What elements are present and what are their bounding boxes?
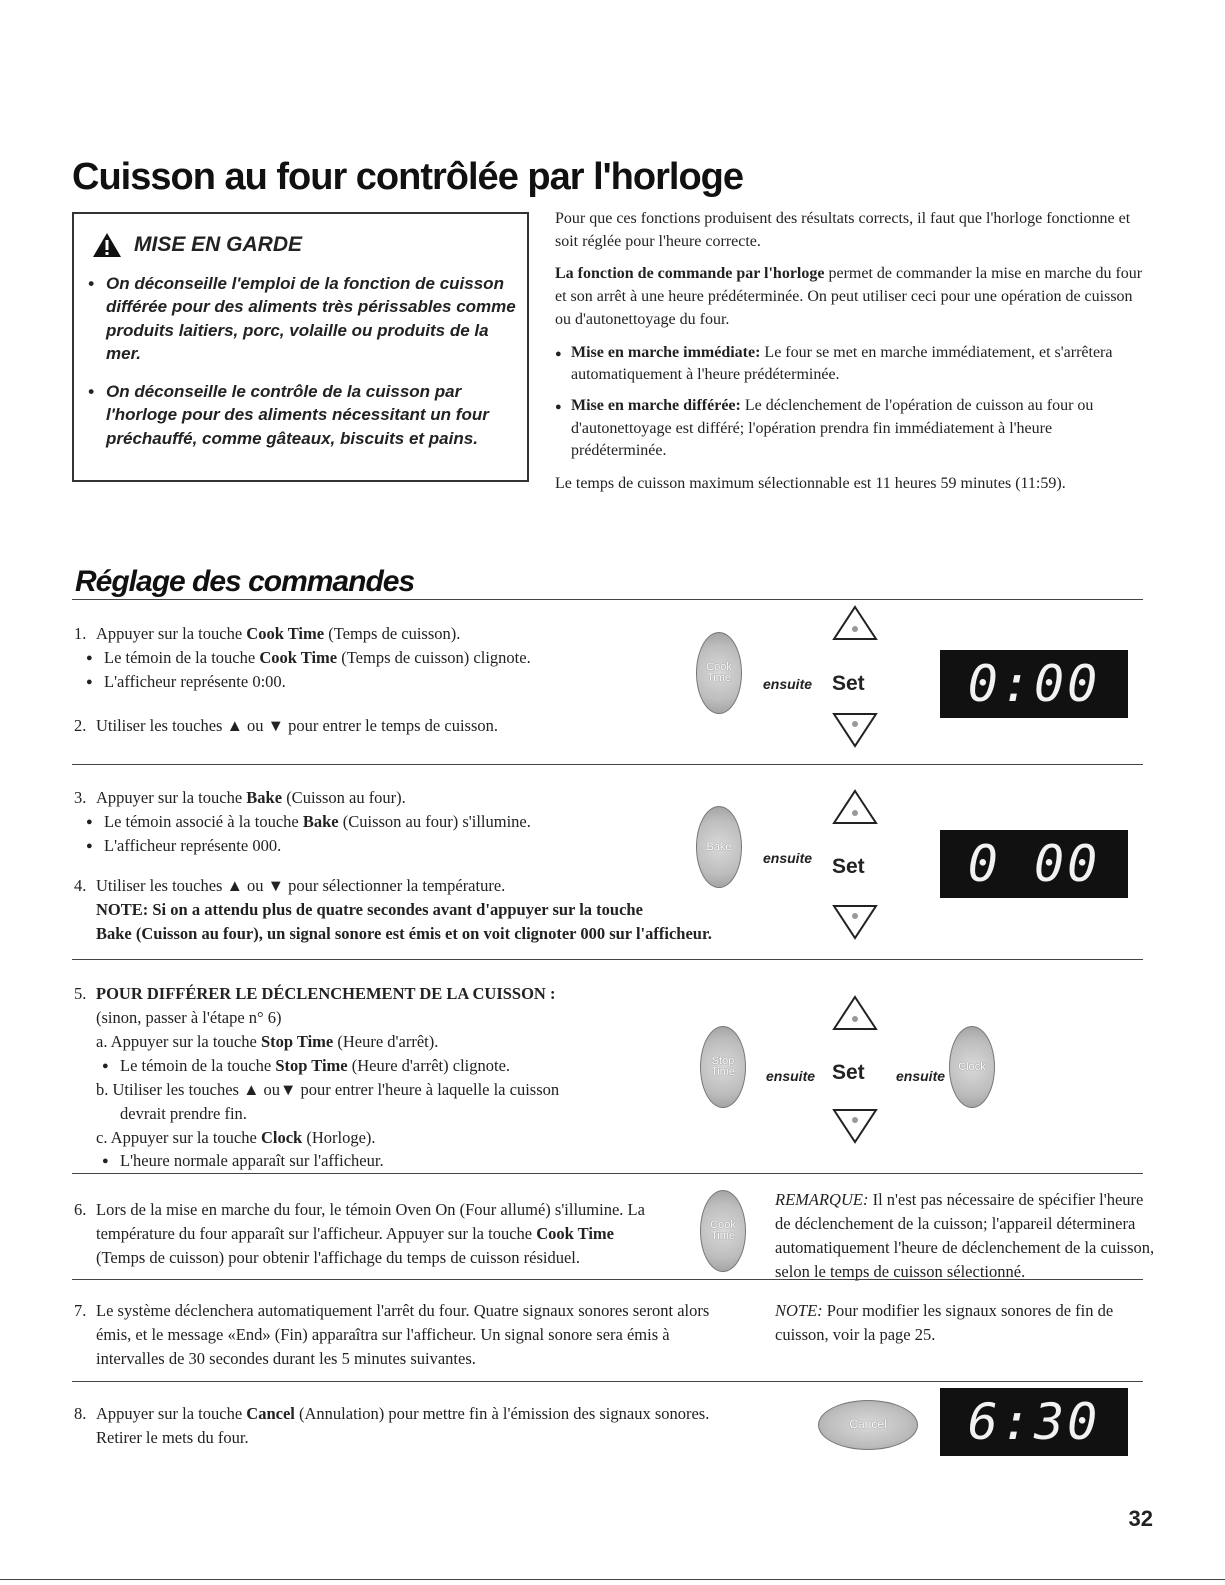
step-3 [74,786,724,858]
step-text: (Annulation) pour mettre fin à l'émission des signaux sonores. [294,1404,710,1423]
step-text: Appuyer sur la touche [96,1404,247,1423]
set-label: Set [832,672,865,695]
intro-list [555,342,1145,464]
step-4 [74,874,774,946]
lcd-display: 6:30 [940,1388,1128,1456]
step-substep: b. Utiliser les touches ▲ ou▼ pour entrer l'heure à laquelle la cuisson [96,1079,560,1099]
cancel-button[interactable] [818,1400,918,1450]
cook-time-button[interactable] [700,1190,746,1272]
divider [72,1173,1143,1174]
step-text-line: émis, et le message «End» (Fin) apparaîtra sur l'afficheur. Un signal sonore sera émis à [96,1324,670,1344]
step-substep-cont: devrait prendre fin. [120,1103,247,1123]
step-text: (Temps de cuisson). [324,624,461,643]
divider [72,764,1143,765]
step-2 [74,714,694,738]
intro-text-run: Le four se met en marche immédiatement, et s'arrêtera automatiquement à l'heure prédéterminée. [571,343,1113,384]
step-text: (Cuisson au four). [282,788,406,807]
page-number: 32 [1128,1506,1153,1531]
note-label: NOTE: [775,1301,823,1320]
button-label: Clock [958,1060,986,1073]
intro-list-item [555,342,1145,387]
ensuite-label: ensuite [896,1068,946,1084]
intro-bold: La fonction de commande par l'horloge [555,265,825,283]
set-label: Set [832,855,865,878]
step-bullet [74,646,694,670]
step-text: (Heure d'arrêt). [333,1031,439,1051]
step-number: 5. [74,984,87,1003]
arrow-up-icon[interactable] [832,789,878,825]
intro-bold: Mise en marche différée: [571,397,741,415]
warning-triangle-icon [92,232,122,258]
arrow-up-icon[interactable] [832,995,878,1031]
page-title: Cuisson au four contrôlée par l'horloge [72,156,743,198]
remark-label: REMARQUE: [775,1190,869,1209]
step-subtext: (sinon, passer à l'étape n° 6) [96,1007,282,1027]
intro-text [555,208,1145,506]
step-text-line: (Temps de cuisson) pour obtenir l'affichage du temps de cuisson résiduel. [96,1247,581,1267]
step-1 [74,622,694,694]
button-label: Cancel [849,1417,887,1432]
step-bold: Bake [302,811,339,831]
step-text: Appuyer sur la touche [96,788,247,807]
stop-time-button[interactable] [700,1026,746,1108]
step-number: 8. [74,1404,87,1423]
step-number: 7. [74,1301,87,1320]
step-note: Bake (Cuisson au four), un signal sonore est émis et on voit clignoter 000 sur l'afficheur. [96,923,712,943]
bottom-rule [0,1579,1225,1580]
note-body: Pour modifier les signaux sonores de fin de cuisson, voir la page 25. [775,1301,1114,1344]
step-text: (Heure d'arrêt) clignote. [347,1055,511,1075]
divider [72,1381,1143,1382]
ensuite-label: ensuite [763,850,813,866]
note-text [775,1299,1160,1347]
button-label: Cook Time [706,661,732,684]
step-bold: Cook Time [536,1223,614,1243]
remark-note [775,1188,1160,1284]
step-bold: Cook Time [259,647,338,667]
intro-list-item [555,395,1145,463]
step-text: (Temps de cuisson) clignote. [337,647,531,667]
lcd-display: 0 00 [940,830,1128,898]
step-text: Le témoin de la touche [104,647,260,667]
step-bold: Cook Time [246,624,325,643]
set-label: Set [832,1061,865,1084]
step-text: a. Appuyer sur la touche [96,1031,261,1051]
step-bullet [74,810,724,834]
step-bold: Cancel [246,1404,295,1423]
bake-button[interactable] [696,806,742,888]
warning-list [86,272,520,464]
step-substep [74,1126,714,1150]
arrow-up-icon[interactable] [832,605,878,641]
step-text: (Cuisson au four) s'illumine. [338,811,531,831]
step-bold: Stop Time [275,1055,348,1075]
ensuite-label: ensuite [766,1068,816,1084]
step-text: Lors de la mise en marche du four, le témoin Oven On (Four allumé) s'illumine. La [96,1200,645,1219]
arrow-down-icon[interactable] [832,1108,878,1144]
step-number: 6. [74,1200,87,1219]
warning-heading [92,230,302,260]
divider [72,959,1143,960]
step-text: Le témoin associé à la touche [104,811,303,831]
divider [72,1279,1143,1280]
step-bold: Clock [260,1127,303,1147]
step-bullet [74,1054,714,1078]
step-number: 4. [74,876,87,895]
step-number: 3. [74,788,87,807]
intro-paragraph: Le temps de cuisson maximum sélectionnable est 11 heures 59 minutes (11:59). [555,475,1066,493]
warning-box [72,212,529,482]
step-6 [74,1198,714,1270]
arrow-down-icon[interactable] [832,904,878,940]
intro-bold: Mise en marche immédiate: [571,343,761,361]
intro-paragraph [555,263,1145,331]
button-label: Stop Time [710,1055,736,1078]
button-label: Bake [706,840,732,853]
step-bullet: ● L'afficheur représente 0:00. [74,670,694,694]
step-substep [74,1030,714,1054]
ensuite-label: ensuite [763,676,813,692]
intro-text-run: permet de commander la mise en marche du four et son arrêt à une heure prédéterminée. On peut utiliser ceci pour une opération de cuisson ou d'autonettoyage du four. [555,265,1143,328]
step-note: NOTE: Si on a attendu plus de quatre secondes avant d'appuyer sur la touche [96,899,643,919]
step-text-line [74,1222,714,1246]
step-5 [74,982,714,1173]
step-text: Le témoin de la touche [120,1055,276,1075]
button-label: Cook Time [710,1219,736,1242]
clock-button[interactable] [949,1026,995,1108]
cook-time-button[interactable] [696,632,742,714]
step-8 [74,1402,774,1450]
step-text: (Horloge). [302,1127,376,1147]
step-text: Le système déclenchera automatiquement l'arrêt du four. Quatre signaux sonores seront alors [96,1301,710,1320]
lcd-display: 0:00 [940,650,1128,718]
step-bullet: ● L'afficheur représente 000. [74,834,724,858]
step-bold: Stop Time [260,1031,334,1051]
step-bold: POUR DIFFÉRER LE DÉCLENCHEMENT DE LA CUISSON : [96,984,556,1003]
warning-heading-text: MISE EN GARDE [134,233,303,256]
intro-paragraph: Pour que ces fonctions produisent des résultats corrects, il faut que l'horloge fonctionne et soit réglée pour l'heure correcte. [555,210,1131,250]
step-text: Utiliser les touches ▲ ou ▼ pour entrer le temps de cuisson. [96,716,498,735]
step-bold: Bake [246,788,283,807]
step-text-line: intervalles de 30 secondes durant les 5 minutes suivantes. [96,1348,476,1368]
warning-item: • On déconseille l'emploi de la fonction de cuisson différée pour des aliments très périssables comme produits laitiers, porc, volaille ou produits de la mer. [86,272,520,366]
remark-text: Il n'est pas nécessaire de spécifier l'heure de déclenchement de la cuisson; l'appareil déterminera automatiquement l'heure de déclenchement de la cuisson, selon le temps de cuisson sélectionné. [775,1190,1155,1281]
step-7 [74,1299,764,1371]
arrow-down-icon[interactable] [832,712,878,748]
step-bullet: ● L'heure normale apparaît sur l'afficheur. [74,1149,714,1173]
step-text: température du four apparaît sur l'afficheur. Appuyer sur la touche [96,1223,537,1243]
step-number: 2. [74,716,87,735]
step-text: Utiliser les touches ▲ ou ▼ pour sélectionner la température. [96,876,506,895]
divider [72,599,1143,600]
step-text: c. Appuyer sur la touche [96,1127,261,1147]
step-text: Appuyer sur la touche [96,624,247,643]
intro-text-run: Le déclenchement de l'opération de cuisson au four ou d'autonettoyage est différé; l'opération prendra fin immédiatement à l'heure prédéterminée. [571,397,1094,460]
warning-item: • On déconseille le contrôle de la cuisson par l'horloge pour des aliments nécessitant un four préchauffé, comme gâteaux, biscuits et pains. [86,380,520,450]
section-title: Réglage des commandes [75,565,415,598]
step-number: 1. [74,624,87,643]
step-text-line: Retirer le mets du four. [96,1427,249,1447]
